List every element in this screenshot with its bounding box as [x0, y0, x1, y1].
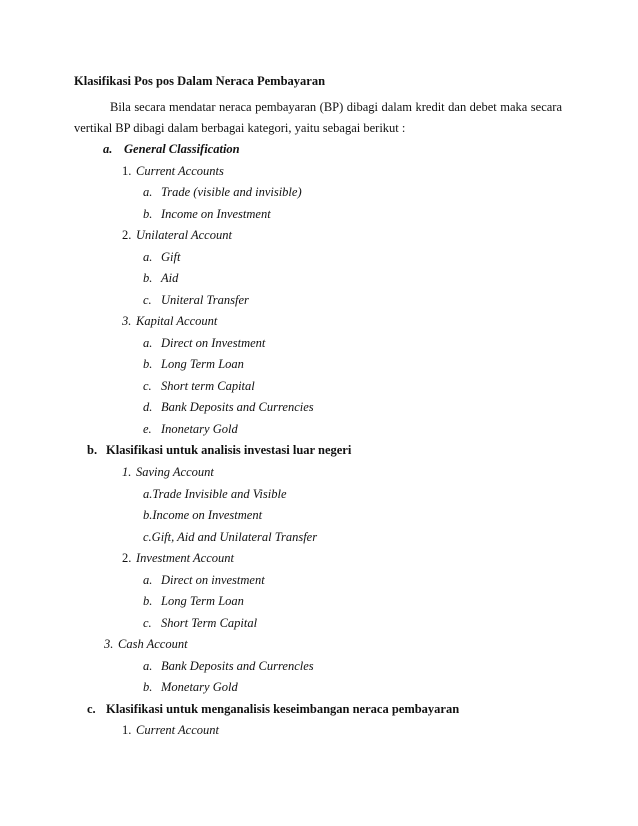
item-marker: b. — [143, 594, 153, 608]
group-label: Current Account — [136, 723, 219, 737]
group-number: 1. — [122, 465, 132, 479]
list-item: Uniteral Transfer — [161, 293, 249, 307]
item-marker: b. — [143, 207, 153, 221]
section-c-heading: Klasifikasi untuk menganalisis keseimbangan neraca pembayaran — [106, 702, 460, 716]
item-marker: c. — [143, 293, 152, 307]
list-item: b.Income on Investment — [143, 508, 263, 522]
list-item: Short term Capital — [161, 379, 255, 393]
section-a-heading: General Classification — [124, 142, 240, 156]
group-label: Kapital Account — [136, 314, 218, 328]
item-marker: d. — [143, 400, 153, 414]
list-item: Monetary Gold — [161, 680, 238, 694]
group-label: Saving Account — [136, 465, 214, 479]
item-marker: e. — [143, 422, 152, 436]
list-item: Bank Deposits and Currencles — [161, 659, 314, 673]
group-label: Cash Account — [118, 637, 188, 651]
item-marker: a. — [143, 185, 153, 199]
list-item: a.Trade Invisible and Visible — [143, 487, 287, 501]
intro-line-2: vertikal BP dibagi dalam berbagai kategori, yaitu sebagai berikut : — [74, 121, 406, 135]
item-marker: b. — [143, 357, 153, 371]
list-item: c.Gift, Aid and Unilateral Transfer — [143, 530, 318, 544]
group-number: 1. — [122, 723, 132, 737]
list-item: Gift — [161, 250, 181, 264]
item-marker: a. — [143, 659, 153, 673]
list-item: Long Term Loan — [161, 357, 244, 371]
group-number: 3. — [104, 637, 114, 651]
list-item: Direct on Investment — [161, 336, 266, 350]
list-item: Trade (visible and invisible) — [161, 185, 302, 199]
group-label: Current Accounts — [136, 164, 224, 178]
item-marker: c. — [143, 616, 152, 630]
list-item: Short Term Capital — [161, 616, 258, 630]
item-marker: a. — [143, 573, 153, 587]
group-label: Investment Account — [136, 551, 234, 565]
group-number: 3. — [122, 314, 132, 328]
section-b-heading: Klasifikasi untuk analisis investasi luar negeri — [106, 443, 352, 457]
list-item: Bank Deposits and Currencies — [161, 400, 314, 414]
list-item: Aid — [161, 271, 179, 285]
list-item: Income on Investment — [161, 207, 271, 221]
group-number: 2. — [122, 228, 132, 242]
list-item: Long Term Loan — [161, 594, 244, 608]
group-label: Unilateral Account — [136, 228, 232, 242]
item-marker: a. — [143, 250, 153, 264]
item-marker: b. — [143, 271, 153, 285]
item-marker: b. — [143, 680, 153, 694]
section-c-marker: c. — [87, 702, 96, 716]
list-item: Inonetary Gold — [161, 422, 238, 436]
list-item: Direct on investment — [161, 573, 265, 587]
intro-line-1: Bila secara mendatar neraca pembayaran (BP) dibagi dalam kredit dan debet maka secara — [110, 100, 562, 114]
group-number: 2. — [122, 551, 132, 565]
section-b-marker: b. — [87, 443, 98, 457]
item-marker: a. — [143, 336, 153, 350]
item-marker: c. — [143, 379, 152, 393]
section-a-marker: a. — [103, 142, 113, 156]
page-title: Klasifikasi Pos pos Dalam Neraca Pembayaran — [74, 74, 326, 88]
group-number: 1. — [122, 164, 132, 178]
